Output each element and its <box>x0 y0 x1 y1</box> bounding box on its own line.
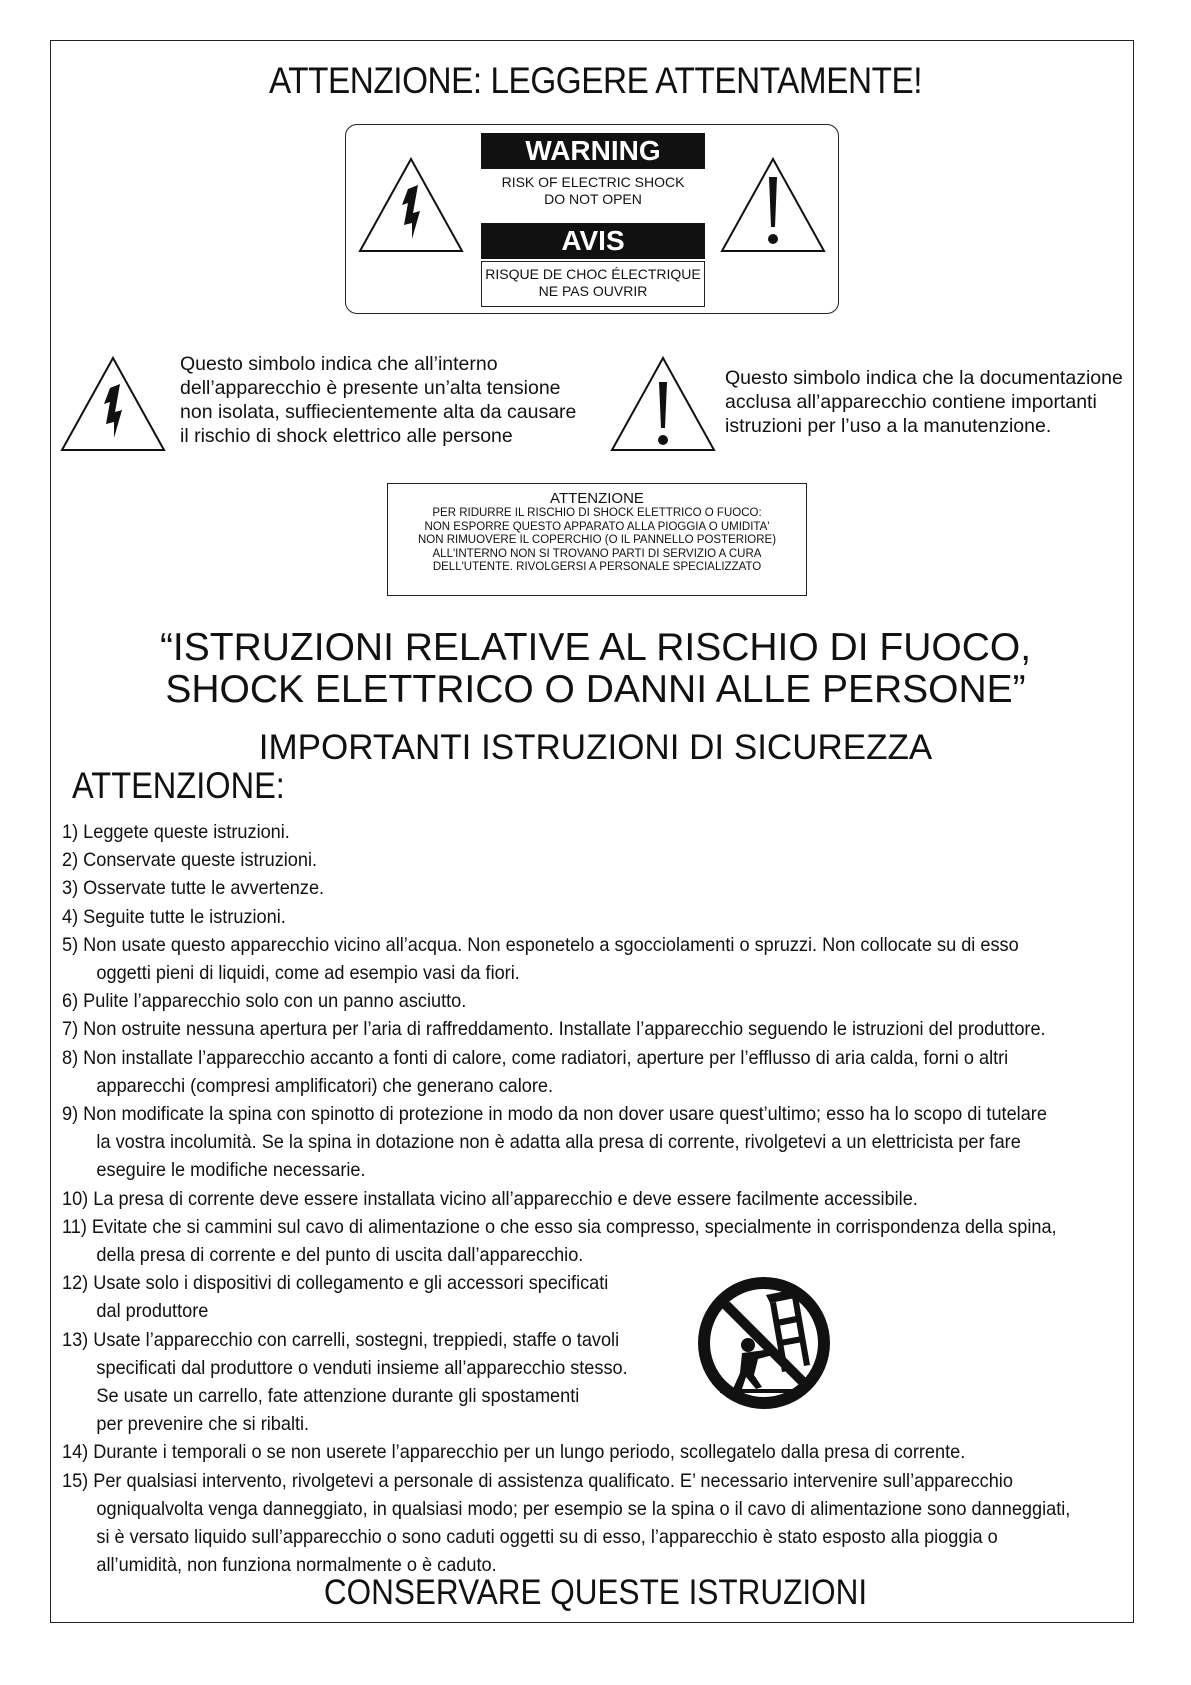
list-item-text: 10) La presa di corrente deve essere installata vicino all’apparecchio e deve essere facilmente accessibile. <box>62 1187 918 1210</box>
list-item-text: 15) Per qualsiasi intervento, rivolgetevi a personale di assistenza qualificato. E’ necessario intervenire sull’apparecchio <box>62 1469 1013 1492</box>
list-item-continuation: all’umidità, non funziona normalmente o è caduto. <box>96 1554 497 1577</box>
list-item <box>62 1213 1059 1269</box>
exclamation-description-line: acclusa all’apparecchio contiene importanti <box>725 391 1097 413</box>
list-item <box>62 1467 1071 1580</box>
list-item <box>62 1438 1059 1466</box>
list-item-text: 14) Durante i temporali o se non userete l’apparecchio per un lungo periodo, scollegatelo dalla presa di corrente. <box>62 1441 966 1464</box>
warning-label-panel <box>345 124 839 314</box>
list-item <box>62 1100 1059 1185</box>
list-item-text: 9) Non modificate la spina con spinotto di protezione in modo da non dover usare quest’ultimo; esso ha lo scopo di tutelare <box>62 1103 1047 1126</box>
list-item-text: 13) Usate l’apparecchio con carrelli, sostegni, treppiedi, staffe o tavoli <box>62 1328 620 1351</box>
list-item-continuation: si è versato liquido sull’apparecchio o sono caduti oggetti su di esso, l’apparecchio è stato esposto alla pioggia o <box>96 1526 998 1549</box>
lightning-description-line: non isolata, suffiecientemente alta da causare <box>180 401 577 423</box>
lightning-description-line: Questo simbolo indica che all’interno <box>180 353 498 375</box>
list-item-continuation: apparecchi (compresi amplificatori) che generano calore. <box>96 1074 554 1097</box>
list-item <box>62 846 1059 874</box>
list-item-text: 4) Seguite tutte le istruzioni. <box>62 905 286 928</box>
list-item-continuation: specificati dal produttore o venduti insieme all’apparecchio stesso. <box>96 1356 628 1379</box>
caution-line: PER RIDURRE IL RISCHIO DI SHOCK ELETTRICO O FUOCO: <box>432 507 762 519</box>
list-item-text: 2) Conservate queste istruzioni. <box>62 849 318 872</box>
list-item-continuation: della presa di corrente e del punto di uscita dall’apparecchio. <box>96 1244 584 1267</box>
lightning-description-line: dell’apparecchio è presente un’alta tensione <box>180 377 561 399</box>
list-item-continuation: ogniqualvolta venga danneggiato, in qualsiasi modo; per esempio se la spina o il cavo di alimentazione sono danneggiati, <box>96 1497 1071 1520</box>
exclamation-symbol-description <box>725 366 1123 438</box>
list-item <box>62 1269 1059 1325</box>
lightning-symbol-description <box>180 352 576 448</box>
caution-line: ALL'INTERNO NON SI TROVANO PARTI DI SERVIZIO A CURA <box>432 547 762 560</box>
list-item-continuation: Se usate un carrello, fate attenzione durante gli spostamenti <box>96 1385 580 1408</box>
list-item <box>62 1015 1059 1043</box>
list-item <box>62 987 1059 1015</box>
caution-line: DELL'UTENTE. RIVOLGERSI A PERSONALE SPECIALIZZATO <box>432 561 762 573</box>
lightning-symbol-icon <box>58 354 168 454</box>
exclamation-description-line: Questo simbolo indica che la documentazione <box>725 367 1123 389</box>
list-item-text: 12) Usate solo i dispositivi di collegamento e gli accessori specificati <box>62 1272 609 1295</box>
fire-shock-heading-line-2: SHOCK ELETTRICO O DANNI ALLE PERSONE” <box>165 668 1026 711</box>
list-item <box>62 931 1059 987</box>
important-safety-heading: IMPORTANTI ISTRUZIONI DI SICUREZZA <box>258 728 933 767</box>
warning-line-2: DO NOT OPEN <box>544 191 642 207</box>
instructions-list <box>62 818 1071 1579</box>
avis-line-2: NE PAS OUVRIR <box>538 283 648 299</box>
avis-line-1: RISQUE DE CHOC ÉLECTRIQUE <box>485 266 701 282</box>
caution-line: NON ESPORRE QUESTO APPARATO ALLA PIOGGIA O UMIDITA' <box>424 520 770 533</box>
list-item-continuation: dal produttore <box>96 1300 209 1323</box>
caution-heading: ATTENZIONE <box>550 490 644 507</box>
lightning-description-line: il rischio di shock elettrico alle persone <box>180 425 513 447</box>
exclamation-warning-icon <box>718 155 828 255</box>
list-item <box>62 1326 1059 1439</box>
list-item <box>62 1044 1059 1100</box>
cart-tipover-warning-icon <box>696 1275 832 1411</box>
list-item-text: 6) Pulite l’apparecchio solo con un panno asciutto. <box>62 990 467 1013</box>
lightning-warning-icon <box>356 155 466 255</box>
list-item-continuation: oggetti pieni di liquidi, come ad esempio vasi da fiori. <box>96 962 520 985</box>
page-title: ATTENZIONE: LEGGERE ATTENTAMENTE! <box>268 60 923 101</box>
list-item <box>62 818 1059 846</box>
exclamation-description-line: istruzioni per l’uso a la manutenzione. <box>725 415 1052 437</box>
list-item <box>62 874 1059 902</box>
avis-label: AVIS <box>481 223 705 259</box>
exclamation-symbol-icon <box>608 354 718 454</box>
attention-heading: ATTENZIONE: <box>72 765 285 806</box>
list-item-text: 3) Osservate tutte le avvertenze. <box>62 877 325 900</box>
fire-shock-heading-line-1: “ISTRUZIONI RELATIVE AL RISCHIO DI FUOCO, <box>159 626 1032 669</box>
list-item-text: 8) Non installate l’apparecchio accanto a fonti di calore, come radiatori, aperture per l’efflusso di aria calda, forni o altri <box>62 1046 1009 1069</box>
caution-box <box>387 483 807 596</box>
list-item <box>62 1185 1059 1213</box>
warning-line-1: RISK OF ELECTRIC SHOCK <box>501 174 685 190</box>
footer-keep-instructions: CONSERVARE QUESTE ISTRUZIONI <box>323 1573 868 1612</box>
list-item-text: 1) Leggete queste istruzioni. <box>62 821 290 843</box>
list-item <box>62 903 1059 931</box>
warning-label: WARNING <box>481 133 705 169</box>
list-item-continuation: la vostra incolumità. Se la spina in dotazione non è adatta alla presa di corrente, rivolgetevi a un elettricista per fare <box>96 1131 1021 1154</box>
list-item-continuation: eseguire le modifiche necessarie. <box>96 1159 366 1182</box>
list-item-text: 7) Non ostruite nessuna apertura per l’aria di raffreddamento. Installate l’apparecchio seguendo le istruzioni del produttore. <box>62 1018 1046 1041</box>
list-item-text: 11) Evitate che si cammini sul cavo di alimentazione o che esso sia compresso, specialmente in corrispondenza della spina, <box>62 1215 1057 1238</box>
list-item-continuation: per prevenire che si ribalti. <box>96 1413 310 1436</box>
list-item-text: 5) Non usate questo apparecchio vicino all’acqua. Non esponetelo a sgocciolamenti o spruzzi. Non collocate su di esso <box>62 933 1019 956</box>
caution-line: NON RIMUOVERE IL COPERCHIO (O IL PANNELLO POSTERIORE) <box>417 534 777 546</box>
